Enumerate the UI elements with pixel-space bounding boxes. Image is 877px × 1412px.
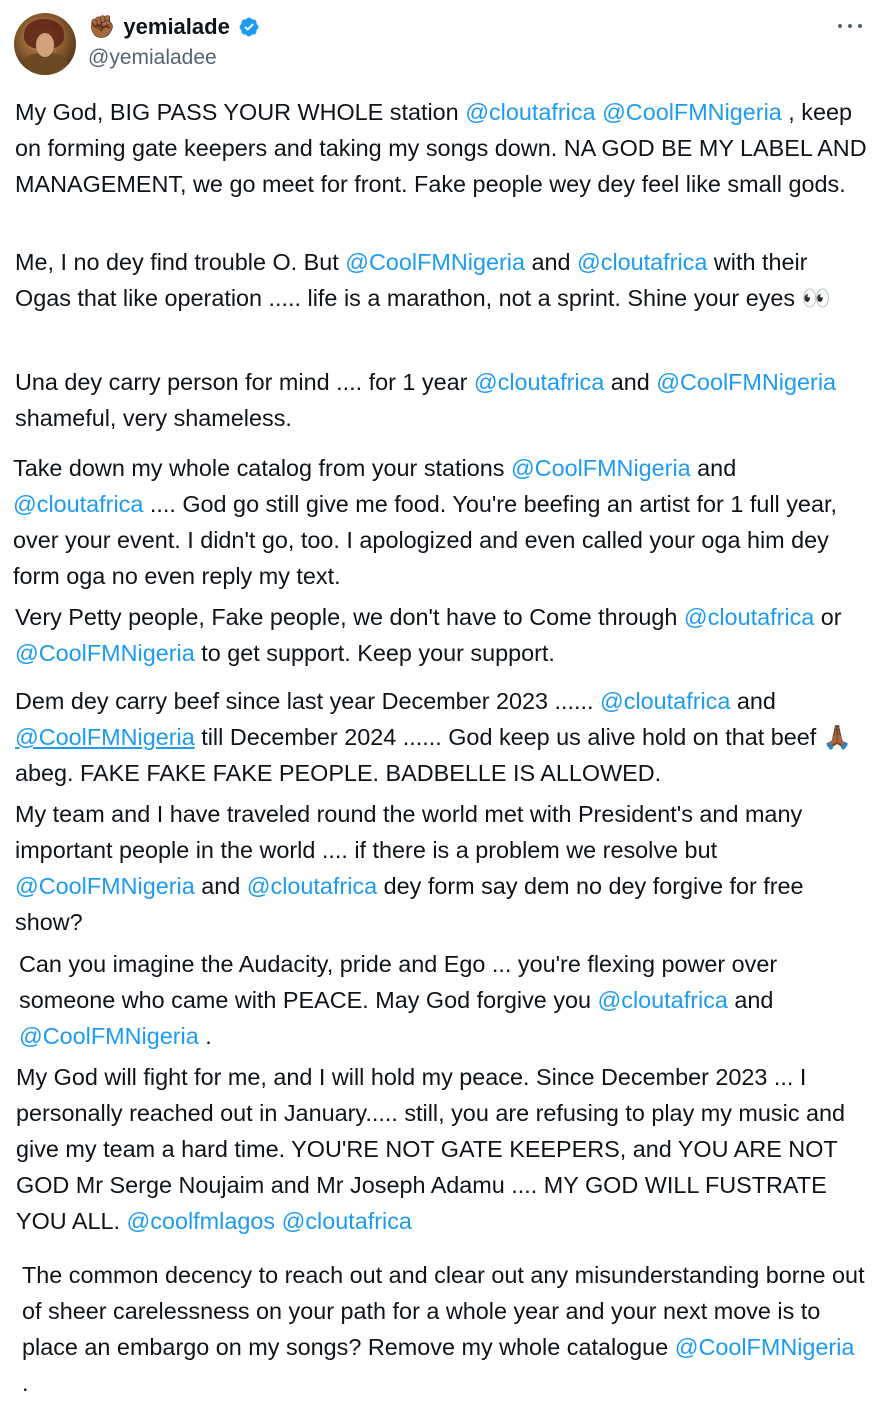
paragraph-text: and — [604, 369, 657, 395]
tweet-paragraph — [15, 796, 867, 940]
tweet-paragraph — [15, 599, 867, 671]
mention-link[interactable]: @CoolFMNigeria — [510, 455, 691, 481]
paragraph-text: Take down my whole catalog from your stations — [13, 455, 511, 481]
mention-link[interactable]: @cloutafrica — [465, 99, 596, 125]
paragraph-text: . — [22, 1370, 29, 1396]
paragraph-text: and — [194, 873, 247, 899]
mention-link[interactable]: @cloutafrica — [600, 688, 731, 714]
paragraph-text: and — [727, 987, 774, 1013]
paragraph-text: . — [198, 1023, 212, 1049]
tweet-paragraph — [15, 244, 867, 316]
mention-link[interactable]: @coolfmlagos — [126, 1208, 276, 1234]
name-row — [88, 13, 260, 41]
paragraph-text: dey form say dem no dey forgive for free show? — [15, 873, 804, 935]
tweet-paragraph — [15, 364, 867, 436]
mention-link[interactable]: @cloutafrica — [281, 1208, 412, 1234]
paragraph-text: with their Ogas that like operation ..... life is a marathon, not a sprint. Shine your eyes 👀 — [15, 249, 831, 311]
paragraph-text: Can you imagine the Audacity, pride and Ego ... you're flexing power over someone who came with PEACE. May God forgive you — [19, 951, 778, 1013]
paragraph-text: and — [730, 688, 776, 714]
paragraph-text: Me, I no dey find trouble O. But — [15, 249, 346, 275]
mention-link[interactable]: @cloutafrica — [246, 873, 378, 899]
verified-badge-icon — [238, 16, 260, 38]
paragraph-text: Dem dey carry beef since last year December 2023 ...... — [15, 688, 601, 714]
paragraph-text: Una dey carry person for mind .... for 1 year — [15, 369, 474, 395]
tweet-paragraph — [16, 1059, 867, 1239]
mention-link[interactable]: @cloutafrica — [13, 491, 144, 517]
tweet-paragraph — [15, 683, 867, 791]
mention-link[interactable]: @cloutafrica — [597, 987, 728, 1013]
raised-fist-emoji: ✊🏾 — [88, 14, 116, 39]
mention-link[interactable]: @CoolFMNigeria — [345, 249, 525, 275]
mention-link[interactable]: @CoolFMNigeria — [15, 873, 195, 899]
paragraph-text: shameful, very shameless. — [15, 405, 292, 431]
tweet-paragraph — [13, 450, 867, 594]
mention-link[interactable]: @cloutafrica — [473, 369, 605, 395]
tweet-paragraph — [22, 1257, 867, 1401]
more-options-icon[interactable] — [838, 16, 862, 36]
mention-link[interactable]: @CoolFMNigeria — [15, 724, 195, 750]
paragraph-text: , keep on forming gate keepers and taking my songs down. NA GOD BE MY LABEL AND MANAGEMENT, we go meet for front. Fake people wey dey feel like small gods. — [15, 99, 867, 197]
paragraph-text: or — [814, 604, 842, 630]
paragraph-text: and — [690, 455, 737, 481]
avatar[interactable] — [14, 13, 76, 75]
mention-link[interactable]: @cloutafrica — [683, 604, 815, 630]
mention-link[interactable]: @CoolFMNigeria — [674, 1334, 855, 1360]
paragraph-text: The common decency to reach out and clear out any misunderstanding borne out of sheer carelessness on your path for a whole year and your next move is to place an embargo on my songs? Remove my whole catalogue — [22, 1262, 865, 1360]
paragraph-text: to get support. Keep your support. — [194, 640, 555, 666]
user-handle[interactable]: @yemialadee — [88, 46, 217, 69]
paragraph-text: and — [524, 249, 578, 275]
mention-link[interactable]: @CoolFMNigeria — [656, 369, 837, 395]
paragraph-text: Very Petty people, Fake people, we don't have to Come through — [15, 604, 684, 630]
mention-link[interactable]: @CoolFMNigeria — [15, 640, 195, 666]
paragraph-text: My God will fight for me, and I will hold my peace. Since December 2023 ... I personally reached out in January..... still, you are refusing to play my music and give my team a hard time. YOU'RE NOT GATE KEEPERS, and YOU ARE NOT GOD Mr Serge Noujaim and Mr Joseph Adamu .... MY GOD WILL FUSTRATE YOU ALL. — [16, 1064, 846, 1234]
mention-link[interactable]: @cloutafrica — [577, 249, 708, 275]
paragraph-text: till December 2024 ...... God keep us alive hold on that beef 🙏🏾 abeg. FAKE FAKE FAKE PEOPLE. BADBELLE IS ALLOWED. — [15, 724, 852, 786]
mention-link[interactable]: @CoolFMNigeria — [19, 1023, 199, 1049]
tweet-header — [0, 0, 877, 86]
paragraph-text: My team and I have traveled round the world met with President's and many important people in the world .... if there is a problem we resolve but — [15, 801, 803, 863]
display-name[interactable]: yemialade — [123, 14, 230, 39]
tweet-paragraph — [15, 94, 867, 202]
paragraph-text: .... God go still give me food. You're beefing an artist for 1 full year, over your event. I didn't go, too. I apologized and even called your oga him dey form oga no even reply my text. — [13, 491, 837, 589]
paragraph-text: My God, BIG PASS YOUR WHOLE station — [15, 99, 466, 125]
tweet-paragraph — [19, 946, 867, 1054]
mention-link[interactable]: @CoolFMNigeria — [602, 99, 782, 125]
